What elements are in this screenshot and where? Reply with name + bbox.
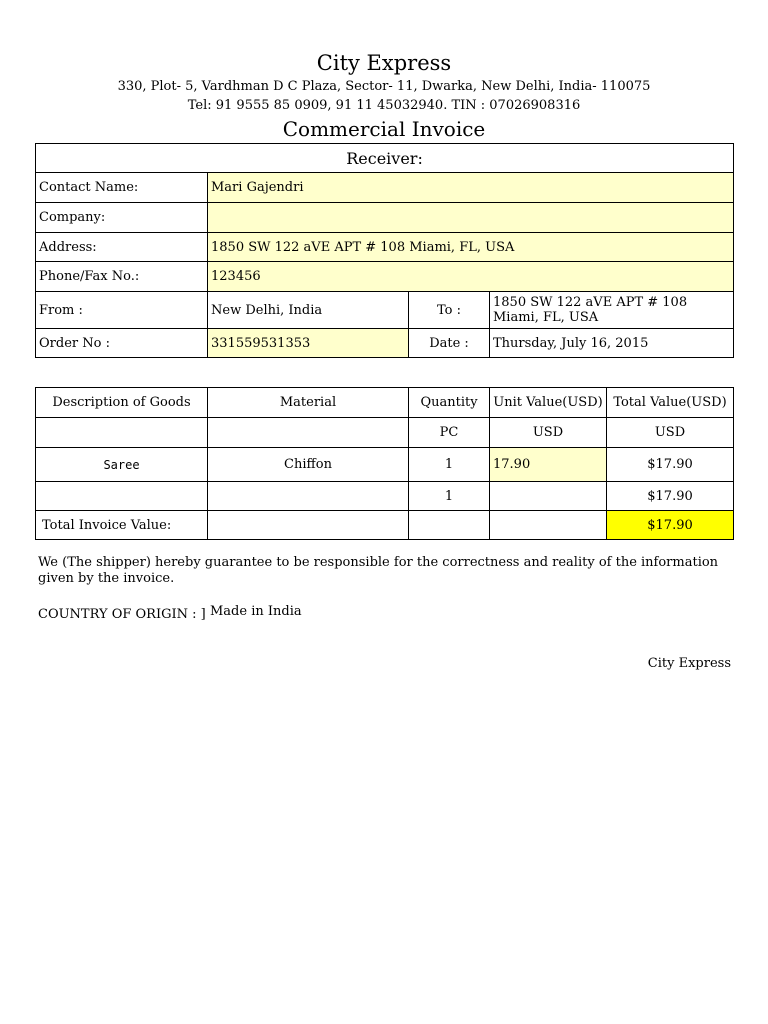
goods-table (35, 387, 734, 540)
total-empty-cell (409, 511, 490, 540)
row-material (208, 482, 409, 511)
country-of-origin-label: COUNTRY OF ORIGIN : ] (38, 607, 206, 622)
to-label: To : (409, 292, 490, 329)
table-row (36, 482, 734, 511)
from-label: From : (36, 292, 208, 329)
total-invoice-value: $17.90 (607, 511, 734, 540)
unit-unit-value: USD (490, 418, 607, 448)
address-label: Address: (36, 233, 208, 262)
company-address: 330, Plot- 5, Vardhman D C Plaza, Sector- 11, Dwarka, New Delhi, India- 110075 (117, 79, 651, 94)
header-unit-value: Unit Value(USD) (490, 388, 607, 418)
to-value: 1850 SW 122 aVE APT # 108 Miami, FL, USA (490, 292, 734, 329)
date-label: Date : (409, 329, 490, 358)
row-total-value: $17.90 (607, 448, 734, 482)
table-row (36, 448, 734, 482)
receiver-header: Receiver: (36, 144, 734, 173)
contact-name-label: Contact Name: (36, 173, 208, 203)
header-description: Description of Goods (36, 388, 208, 418)
unit-quantity: PC (409, 418, 490, 448)
row-quantity: 1 (409, 448, 490, 482)
signature: City Express (647, 656, 731, 671)
unit-total-value: USD (607, 418, 734, 448)
guarantee-statement: We (The shipper) hereby guarantee to be responsible for the correctness and reality of the information given by the invoice. (38, 555, 719, 586)
total-empty-cell (208, 511, 409, 540)
company-name: City Express (316, 51, 452, 75)
row-unit-value (490, 482, 607, 511)
row-description: Saree (36, 448, 208, 482)
company-label: Company: (36, 203, 208, 233)
company-tel: Tel: 91 9555 85 0909, 91 11 45032940. TIN : 07026908316 (187, 98, 581, 113)
row-description (36, 482, 208, 511)
row-unit-value: 17.90 (490, 448, 607, 482)
header-total-value: Total Value(USD) (607, 388, 734, 418)
header-material: Material (208, 388, 409, 418)
unit-description (36, 418, 208, 448)
row-total-value: $17.90 (607, 482, 734, 511)
phone-label: Phone/Fax No.: (36, 262, 208, 292)
total-empty-cell (490, 511, 607, 540)
phone-value: 123456 (208, 262, 734, 292)
date-value: Thursday, July 16, 2015 (490, 329, 734, 358)
country-of-origin-value: Made in India (210, 604, 302, 619)
receiver-table (35, 143, 734, 358)
row-quantity: 1 (409, 482, 490, 511)
total-invoice-label: Total Invoice Value: (36, 511, 208, 540)
address-value: 1850 SW 122 aVE APT # 108 Miami, FL, USA (208, 233, 734, 262)
company-value (208, 203, 734, 233)
from-value: New Delhi, India (208, 292, 409, 329)
order-no-label: Order No : (36, 329, 208, 358)
contact-name-value: Mari Gajendri (208, 173, 734, 203)
header-quantity: Quantity (409, 388, 490, 418)
unit-material (208, 418, 409, 448)
row-material: Chiffon (208, 448, 409, 482)
order-no-value: 331559531353 (208, 329, 409, 358)
document-title: Commercial Invoice (282, 117, 486, 141)
